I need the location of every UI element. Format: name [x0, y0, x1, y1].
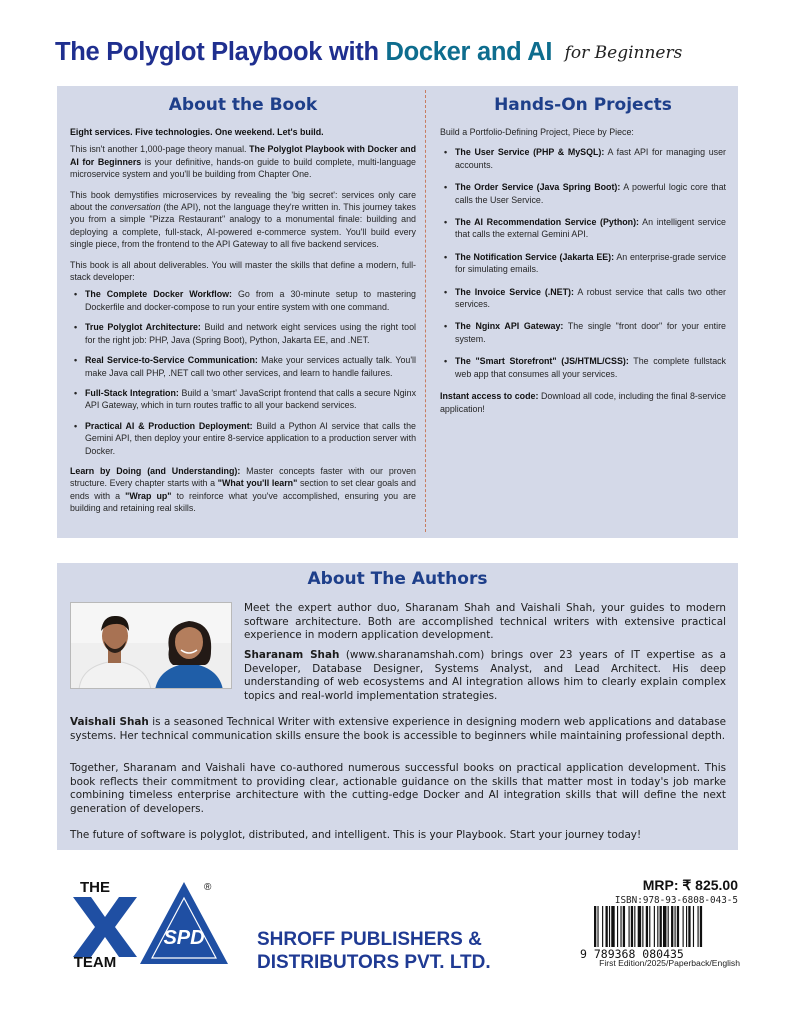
column-divider	[425, 90, 426, 532]
barcode-bar	[671, 906, 673, 952]
barcode-bar	[606, 906, 608, 952]
barcode-bar	[686, 906, 687, 952]
list-item: • Practical AI & Production Deployment: Build a Python AI service that calls the Gemini API, then deploy your entire 8-service application to a production server with Docker.	[70, 420, 416, 457]
projects-heading: Hands-On Projects	[494, 95, 672, 115]
spd-logo	[138, 878, 230, 970]
list-item: • The Nginx API Gateway: The single "front door" for your entire system.	[440, 320, 726, 345]
code-access-paragraph: Instant access to code: Download all code, including the final 8-service application!	[440, 391, 726, 414]
authors-photo	[70, 602, 232, 689]
projects-column	[440, 94, 726, 423]
barcode-bar	[657, 906, 658, 952]
vaishali-bio: Vaishali Shah is a seasoned Technical Writer with extensive experience in designing modern web applications and database systems. Her technical communication skills ensure the book is accessible to beginners while maintaining professional depth.	[70, 716, 726, 742]
list-item: • The Complete Docker Workflow: Go from a 30-minute setup to mastering Dockerfile and docker-compose to run your entire system with one command.	[70, 288, 416, 313]
barcode-bar	[646, 906, 648, 952]
spd-triangle-icon	[140, 882, 228, 964]
mrp-price: MRP: ₹ 825.00	[642, 877, 738, 893]
barcode-bar	[594, 906, 596, 952]
barcode-bar	[631, 906, 633, 952]
deliverables-list	[70, 288, 416, 456]
authors-together: Together, Sharanam and Vaishali have co-authored numerous successful books on practical application development. This book reflects their commitment to providing clear, actionable guidance on the skills that matter most in today's job marke combining timeless enterprise architecture with the cutting-edge Docker and AI integration skills that will define the next generation of developers.	[70, 762, 726, 815]
barcode-bar	[634, 906, 635, 952]
barcode-bar	[693, 906, 694, 952]
authors-heading: About The Authors	[307, 569, 488, 589]
barcode-bar	[602, 906, 603, 952]
authors-closing: The future of software is polyglot, distributed, and intelligent. This is your Playbook. Start your journey today!	[70, 829, 642, 841]
projects-intro: Build a Portfolio-Defining Project, Piece by Piece:	[440, 127, 634, 137]
barcode-bar	[638, 906, 641, 952]
isbn-number: ISBN:978-93-6808-043-5	[614, 895, 738, 906]
title-docker-ai: Docker and AI	[385, 38, 553, 66]
list-item: • Real Service-to-Service Communication: Make your services actually talk. You'll make Java call PHP, .NET call two other services, and learn to handle failures.	[70, 354, 416, 379]
registered-mark: ®	[204, 882, 212, 893]
barcode-bar	[668, 906, 669, 952]
barcode-bar	[688, 906, 690, 952]
x-team-logo	[65, 877, 145, 969]
barcode-bar	[620, 906, 621, 952]
x-team-top-text: THE	[80, 879, 110, 896]
about-book-heading: About the Book	[168, 95, 318, 115]
list-item: • True Polyglot Architecture: Build and network eight services using the right tool for the right job: PHP, Java (Spring Boot), Python, Jakarta EE, and .NET.	[70, 321, 416, 346]
barcode-bar	[654, 906, 655, 952]
barcode-bar	[629, 906, 630, 952]
barcode-bar	[611, 906, 614, 952]
barcode	[580, 906, 738, 960]
barcode-bar	[642, 906, 643, 952]
barcode-bar	[617, 906, 618, 952]
title-subtitle: for Beginners	[564, 42, 683, 63]
barcode-bar	[698, 906, 699, 952]
barcode-number: 9 789368 080435	[580, 947, 684, 960]
barcode-bar	[677, 906, 679, 952]
authors-photo-illustration	[71, 603, 232, 689]
edition-info: First Edition/2025/Paperback/English	[599, 958, 740, 968]
sharanam-bio: Sharanam Shah (www.sharanamshah.com) brings over 23 years of IT expertise as a Developer, Database Designer, Systems Analyst, and Lead Architect. His deep understanding of web ecosystems and AI integration allows him to clearly explain complex topics and real-world implementation strategies.	[244, 649, 726, 702]
authors-intro: Meet the expert author duo, Sharanam Shah and Vaishali Shah, your guides to modern software architecture. Both are accomplished technical writers with extensive practical experience in modern application development.	[244, 602, 726, 641]
barcode-bar	[649, 906, 650, 952]
projects-list	[440, 146, 726, 380]
list-item: • The Order Service (Java Spring Boot): A powerful logic core that calls the User Service.	[440, 181, 726, 206]
x-team-bottom-text: TEAM	[73, 954, 117, 969]
spd-text: SPD	[163, 927, 205, 949]
list-item: • Full-Stack Integration: Build a 'smart' JavaScript frontend that calls a secure Nginx API Gateway, which in turn routes traffic to all your backend services.	[70, 387, 416, 412]
list-item: • The Invoice Service (.NET): A robust service that calls two other services.	[440, 286, 726, 311]
list-item: • The "Smart Storefront" (JS/HTML/CSS): The complete fullstack web app that consumes all your services.	[440, 355, 726, 380]
about-book-column	[70, 94, 416, 523]
x-mark-icon	[73, 897, 137, 957]
barcode-bar	[660, 906, 662, 952]
barcode-bar	[623, 906, 625, 952]
barcode-bar	[663, 906, 666, 952]
book-title	[55, 38, 755, 78]
learn-paragraph: Learn by Doing (and Understanding): Master concepts faster with our proven structure. Every chapter starts with a "What you'll learn" section to set clear goals and ends with a "Wrap up" to reinforce what you've accomplished, ensuring you are building and retaining real skills.	[70, 465, 416, 514]
list-item: • The User Service (PHP & MySQL): A fast API for managing user accounts.	[440, 146, 726, 171]
list-item: • The AI Recommendation Service (Python): An intelligent service that calls the external Gemini API.	[440, 216, 726, 241]
barcode-bar	[609, 906, 610, 952]
deliverables-paragraph: This book is all about deliverables. You will master the skills that define a modern, full-stack developer:	[70, 259, 416, 283]
intro-paragraph: This isn't another 1,000-page theory manual. The Polyglot Playbook with Docker and AI for Beginners is your definitive, hands-on guide to build complete, multi-language microservice system and you'll be building from Chapter One.	[70, 144, 416, 180]
barcode-bars	[594, 906, 702, 952]
barcode-bar	[683, 906, 684, 952]
demystify-paragraph: This book demystifies microservices by revealing the 'big secret': services only care about the conversation (the API), not the language they're written in. This journey takes you from a simple "Pizza Restaurant" analogy to a monumental finale: building and deploying a complete, full-stack, AI-powered e-commerce system. You'll build every single piece, from the frontend to the API Gateway to all five backend services.	[70, 189, 416, 250]
barcode-bar	[597, 906, 598, 952]
publisher-name: SHROFF PUBLISHERS & DISTRIBUTORS PVT. LTD.	[257, 929, 491, 973]
barcode-bar	[700, 906, 702, 952]
tagline: Eight services. Five technologies. One weekend. Let's build.	[70, 127, 324, 137]
title-main: The Polyglot Playbook with Docker and AI	[55, 38, 553, 66]
list-item: • The Notification Service (Jakarta EE): An enterprise-grade service for simulating emails.	[440, 251, 726, 276]
barcode-bar	[675, 906, 676, 952]
